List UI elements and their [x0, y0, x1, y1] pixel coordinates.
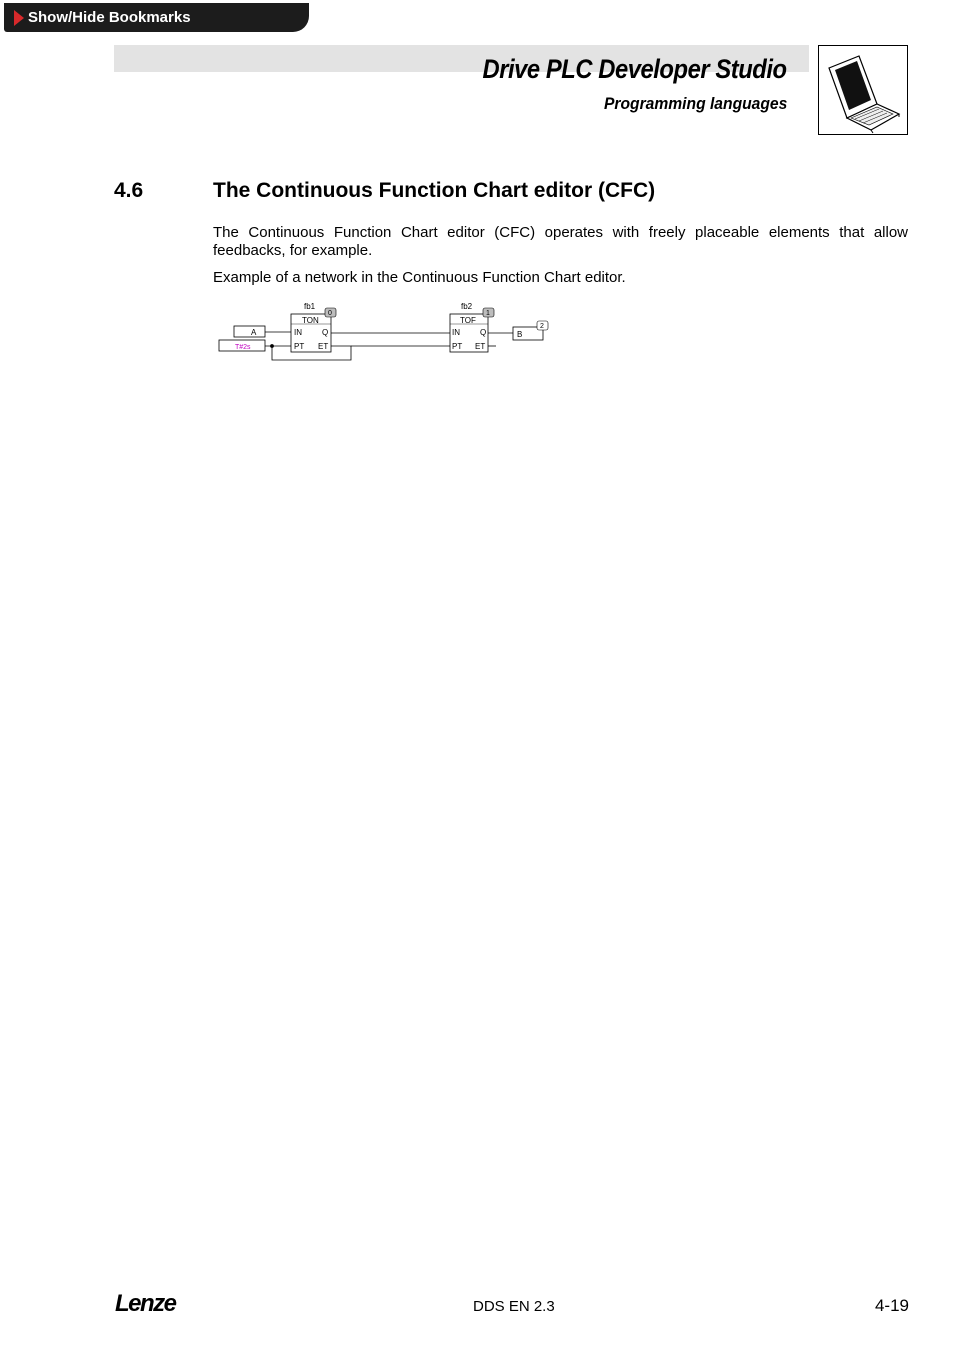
- output-b-label: B: [517, 330, 523, 339]
- block-fb2-type: TOF: [460, 316, 476, 325]
- intro-paragraph: The Continuous Function Chart editor (CFC) operates with freely placeable elements that allow feedbacks, for example.: [213, 224, 908, 259]
- block-fb2-pt: PT: [452, 342, 463, 351]
- header-title: Drive PLC Developer Studio: [482, 54, 787, 84]
- show-hide-bookmarks-button[interactable]: [4, 3, 309, 32]
- block-fb2-instance: fb2: [461, 302, 473, 311]
- block-fb2-order: 1: [486, 310, 490, 317]
- lenze-logo: Lenze: [115, 1290, 176, 1317]
- output-box-b: [513, 321, 548, 340]
- block-fb2-in: IN: [452, 328, 460, 337]
- input-box-a: [234, 326, 265, 337]
- block-fb2-q: Q: [480, 328, 487, 337]
- example-caption: Example of a network in the Continuous Function Chart editor.: [213, 269, 626, 286]
- cfc-network-diagram: [216, 298, 556, 364]
- block-fb1-type: TON: [302, 316, 319, 325]
- bookmark-arrow-icon: [14, 10, 24, 26]
- header-subtitle: Programming languages: [603, 94, 787, 113]
- block-fb1-instance: fb1: [304, 302, 316, 311]
- block-fb1-order: 0: [328, 310, 332, 317]
- document-id: DDS EN 2.3: [473, 1298, 555, 1315]
- block-fb1-q: Q: [322, 328, 329, 337]
- block-fb1-in: IN: [294, 328, 302, 337]
- function-block-tof[interactable]: [450, 302, 494, 352]
- block-fb2-et: ET: [475, 342, 486, 351]
- laptop-icon: [818, 45, 908, 135]
- block-fb1-pt: PT: [294, 342, 305, 351]
- section-number: 4.6: [114, 179, 144, 202]
- function-block-ton[interactable]: [291, 302, 336, 352]
- input-a-label: A: [251, 328, 257, 337]
- bookmarks-label: Show/Hide Bookmarks: [28, 9, 191, 26]
- input-box-time: [219, 340, 265, 351]
- page-number: 4-19: [874, 1296, 909, 1315]
- input-time-label: T#2s: [235, 344, 251, 351]
- section-title: The Continuous Function Chart editor (CFC): [213, 179, 656, 202]
- output-order: 2: [540, 323, 544, 330]
- block-fb1-et: ET: [318, 342, 329, 351]
